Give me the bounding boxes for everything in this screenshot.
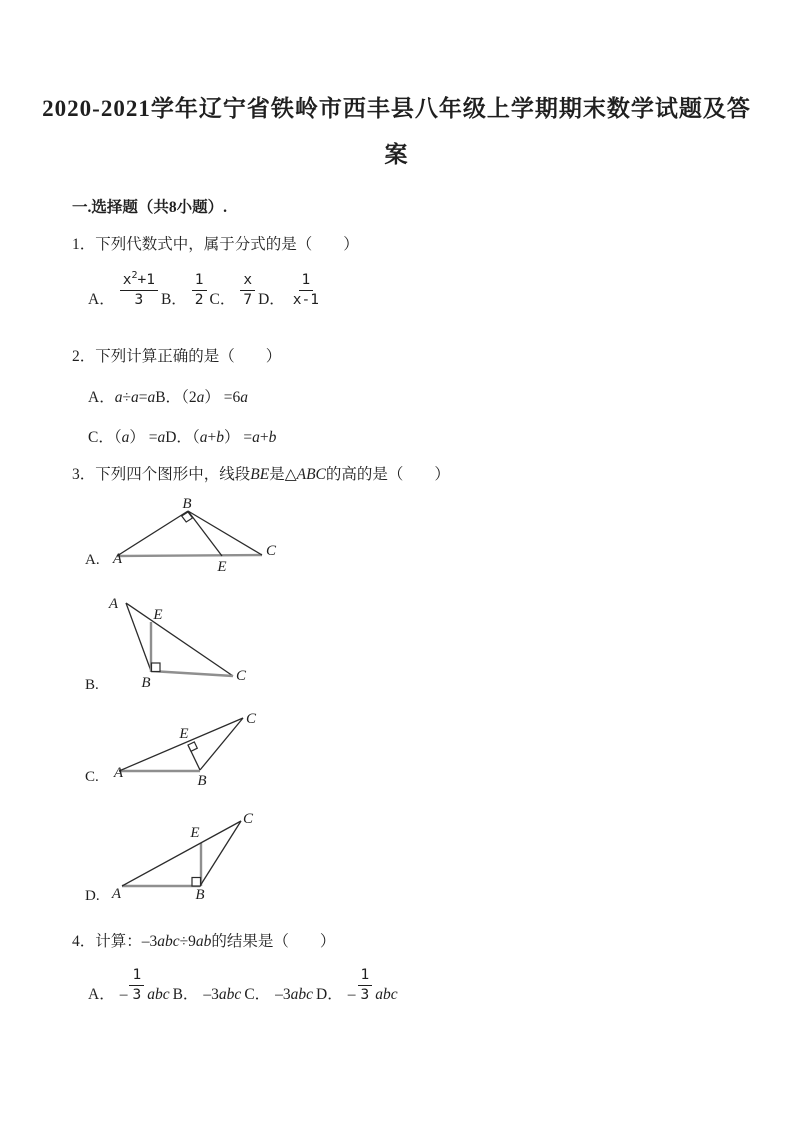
q1-option-c-label: C． [209, 291, 236, 308]
minus-sign: – [347, 986, 356, 1003]
question-2-options-ab [88, 385, 248, 407]
figure-b-side-ac [126, 603, 233, 676]
figure-a-side-bc [188, 511, 262, 555]
fraction-denominator: 3 [132, 987, 142, 1003]
q4-option-a-variables: abc [147, 986, 170, 1003]
fraction-numerator: x [240, 271, 255, 291]
vertex-label-e: E [217, 559, 227, 575]
q4-option-a [88, 966, 170, 1005]
q4-option-d-variables: abc [375, 986, 398, 1003]
question-2-text: 2．下列计算正确的是（ ） [72, 348, 282, 365]
question-1-options [88, 271, 325, 310]
vertex-label-c: C [266, 543, 277, 559]
q4-option-c-label: C． [244, 986, 271, 1003]
figure-c-side-bc [200, 718, 243, 770]
vertex-label-c: C [243, 811, 254, 827]
q4-option-c-expression: –3abc [275, 986, 314, 1003]
vertex-label-b: B [197, 773, 207, 789]
figure-c-right-angle-mark [188, 742, 197, 751]
figure-b-right-angle-mark [152, 663, 161, 672]
minus-sign: – [119, 986, 128, 1003]
question-3-text: 3．下列四个图形中，线段BE是△ABC的高的是（ ） [72, 466, 450, 483]
fraction-numerator: 1 [299, 271, 314, 291]
q4-option-a-fraction [129, 966, 144, 1005]
exam-title-line2: 案 [384, 142, 409, 167]
q1-option-b-label: B． [160, 291, 187, 308]
q2-option-a-label: A． [88, 389, 115, 406]
vertex-label-c: C [236, 668, 247, 684]
q1-option-b [161, 271, 207, 310]
q4-option-d-fraction [358, 966, 373, 1005]
section-heading: 一.选择题（共8小题）. [72, 199, 228, 216]
q2-option-d-label: D． [165, 429, 192, 446]
q4-option-b-label: B． [172, 986, 199, 1003]
vertex-label-e: E [190, 825, 200, 841]
fraction-numerator: 1 [192, 271, 207, 291]
figure-a-side-ab [117, 511, 188, 556]
figure-d-right-angle-mark [192, 878, 201, 887]
q4-option-d [316, 966, 398, 1005]
figure-d-side-ac [122, 821, 241, 886]
fraction-numerator: 1 [129, 966, 144, 986]
q4-option-c [244, 982, 313, 1005]
vertex-label-e: E [179, 726, 189, 742]
vertex-label-a: A [111, 886, 121, 902]
vertex-label-a: A [108, 596, 118, 612]
figure-c-triangle [80, 708, 290, 793]
figure-d-option-label: D. [85, 888, 100, 904]
vertex-label-c: C [246, 711, 257, 727]
fraction-denominator: x-1 [292, 292, 319, 308]
q2-option-b-expression: （2a） =6a [181, 389, 248, 406]
figure-a-segment-be [188, 511, 222, 556]
q2-option-d-expression: （a+b） =a+b [191, 429, 277, 446]
vertex-label-e: E [153, 607, 163, 623]
figure-a-triangle [80, 493, 290, 578]
q2-option-c-expression: （a） =a [113, 429, 166, 446]
q2-option-a-expression: a÷a=a [114, 389, 156, 406]
q1-option-d-label: D． [258, 291, 285, 308]
figure-b-side-bc [151, 671, 233, 676]
vertex-label-a: A [112, 551, 122, 567]
q2-option-c-label: C． [88, 429, 114, 446]
question-4-text: 4．计算：–3abc÷9ab的结果是（ ） [72, 933, 336, 950]
q1-option-b-fraction [192, 271, 207, 310]
q2-option-b-label: B． [155, 389, 182, 406]
figure-b-option-label: B. [85, 677, 99, 693]
q1-option-a [88, 271, 158, 310]
vertex-label-b: B [195, 887, 205, 903]
q1-option-a-fraction [120, 271, 158, 310]
vertex-label-b: B [141, 675, 151, 691]
question-4-options [88, 966, 401, 1005]
fraction-numerator: $x^2+1$ [120, 271, 158, 291]
fraction-denominator: 3 [134, 292, 144, 308]
fraction-denominator: 7 [243, 292, 253, 308]
figure-d-triangle [80, 810, 290, 905]
figure-b-triangle [80, 590, 290, 695]
figure-a-option-label: A. [85, 552, 100, 568]
q1-option-c [210, 271, 256, 310]
q4-option-b-expression: –3abc [203, 986, 242, 1003]
figure-b-side-ab [126, 603, 151, 671]
figure-d-side-bc [200, 821, 241, 886]
vertex-label-a: A [113, 765, 123, 781]
q1-option-d-fraction [290, 271, 322, 310]
q4-option-b [173, 982, 242, 1005]
exam-title-line1: 2020-2021学年辽宁省铁岭市西丰县八年级上学期期末数学试题及答 [42, 96, 751, 121]
q4-option-d-label: D． [316, 986, 343, 1003]
q1-option-d [258, 271, 322, 310]
question-1-text: 1．下列代数式中，属于分式的是（ ） [72, 236, 359, 253]
fraction-numerator: 1 [358, 966, 373, 986]
q1-option-c-fraction [240, 271, 255, 310]
figure-c-option-label: C. [85, 769, 99, 785]
q1-option-a-label: A． [88, 291, 115, 308]
fraction-denominator: 2 [194, 292, 204, 308]
vertex-label-b: B [182, 496, 192, 512]
q4-option-a-label: A． [88, 986, 115, 1003]
figure-a-base-ac [117, 555, 262, 556]
fraction-denominator: 3 [360, 987, 370, 1003]
question-2-options-cd [88, 425, 276, 447]
